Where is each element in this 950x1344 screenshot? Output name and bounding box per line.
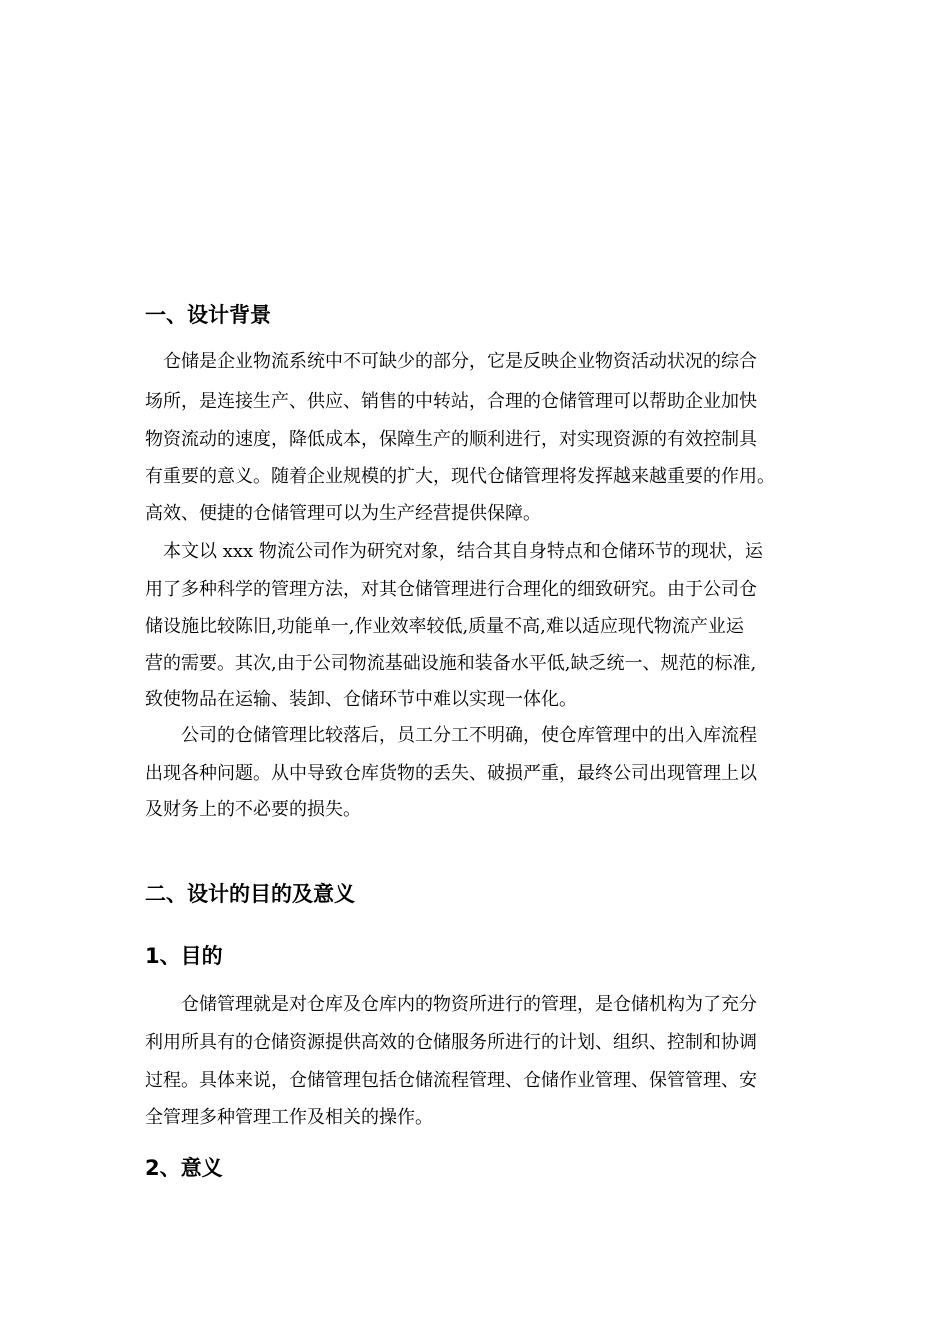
text-line: 利用所具有的仓储资源提供高效的仓储服务所进行的计划、组织、控制和协调 bbox=[145, 1032, 757, 1053]
text-line: 致使物品在运输、装卸、仓储环节中难以实现一体化。 bbox=[145, 689, 577, 710]
subsection-heading-purpose: 1、目的 bbox=[145, 944, 223, 968]
text-line: 全管理多种管理工作及相关的操作。 bbox=[145, 1107, 433, 1128]
text-line: 有重要的意义。随着企业规模的扩大，现代仓储管理将发挥越来越重要的作用。 bbox=[145, 466, 775, 487]
text-line: 用了多种科学的管理方法，对其仓储管理进行合理化的细致研究。由于公司仓 bbox=[145, 579, 757, 600]
text-line: 公司的仓储管理比较落后，员工分工不明确，使仓库管理中的出入库流程 bbox=[181, 725, 757, 746]
text-line: 物资流动的速度，降低成本，保障生产的顺利进行，对实现资源的有效控制具 bbox=[145, 429, 757, 450]
subsection-heading-significance: 2、意义 bbox=[145, 1156, 223, 1180]
text-line: 出现各种问题。从中导致仓库货物的丢失、破损严重，最终公司出现管理上以 bbox=[145, 763, 757, 784]
text-line: 本文以 xxx 物流公司作为研究对象，结合其自身特点和仓储环节的现状，运 bbox=[163, 541, 763, 562]
section-heading-design-background: 一、设计背景 bbox=[145, 303, 271, 327]
text-line: 仓储管理就是对仓库及仓库内的物资所进行的管理，是仓储机构为了充分 bbox=[181, 994, 757, 1015]
text-line: 及财务上的不必要的损失。 bbox=[145, 799, 361, 820]
text-line: 储设施比较陈旧,功能单一,作业效率较低,质量不高,难以适应现代物流产业运 bbox=[145, 616, 744, 637]
section-heading-purpose-significance: 二、设计的目的及意义 bbox=[145, 882, 355, 906]
text-line: 场所，是连接生产、供应、销售的中转站，合理的仓储管理可以帮助企业加快 bbox=[145, 391, 757, 412]
text-line: 过程。具体来说，仓储管理包括仓储流程管理、仓储作业管理、保管管理、安 bbox=[145, 1070, 757, 1091]
text-line: 仓储是企业物流系统中不可缺少的部分，它是反映企业物资活动状况的综合 bbox=[163, 351, 757, 372]
text-line: 高效、便捷的仓储管理可以为生产经营提供保障。 bbox=[145, 503, 541, 524]
text-line: 营的需要。其次,由于公司物流基础设施和装备水平低,缺乏统一、规范的标准, bbox=[145, 653, 757, 674]
